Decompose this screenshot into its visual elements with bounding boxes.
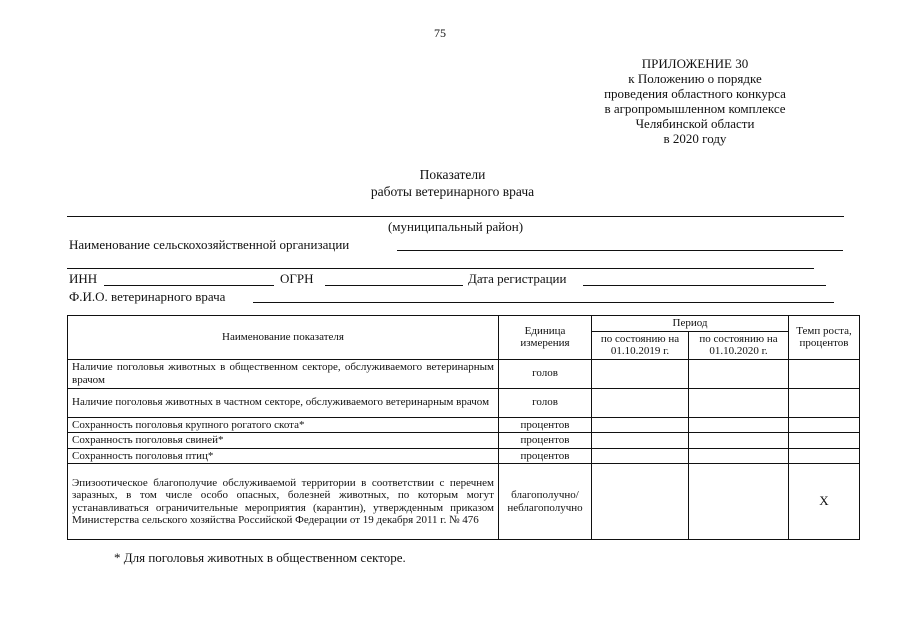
- reg-date-field-line[interactable]: [583, 285, 826, 286]
- footnote: * Для поголовья животных в общественном секторе.: [114, 550, 406, 565]
- row-value-2020[interactable]: [689, 433, 789, 449]
- row-value-2019[interactable]: [592, 417, 689, 433]
- header-date-2019: по состоянию на 01.10.2019 г.: [592, 331, 689, 359]
- title-line-2: работы ветеринарного врача: [370, 184, 535, 199]
- vet-name-field-line[interactable]: [253, 302, 834, 303]
- table-row: [68, 464, 860, 540]
- ogrn-label: ОГРН: [280, 271, 314, 286]
- row-name: Наличие поголовья животных в общественном секторе, обслуживаемого ветеринарным врачом: [68, 359, 499, 388]
- appendix-line: ПРИЛОЖЕНИЕ 30: [641, 56, 749, 71]
- row-unit: процентов: [499, 448, 592, 464]
- title-line-1: Показатели: [419, 167, 486, 182]
- row-growth[interactable]: [789, 448, 860, 464]
- header-growth: Темп роста, процентов: [789, 316, 860, 360]
- header-period: Период: [592, 316, 789, 332]
- row-value-2020[interactable]: [689, 417, 789, 433]
- table-row: [68, 448, 860, 464]
- appendix-line: к Положению о порядке: [628, 71, 762, 86]
- row-value-2019[interactable]: [592, 464, 689, 540]
- row-name: Сохранность поголовья птиц*: [68, 448, 499, 464]
- appendix-line: проведения областного конкурса: [604, 86, 786, 101]
- appendix-line: Челябинской области: [635, 116, 755, 131]
- row-unit: процентов: [499, 433, 592, 449]
- row-growth[interactable]: [789, 417, 860, 433]
- org-label: Наименование сельскохозяйственной организации: [69, 237, 350, 252]
- row-growth[interactable]: [789, 359, 860, 388]
- inn-field-line[interactable]: [104, 285, 274, 286]
- row-value-2019[interactable]: [592, 388, 689, 417]
- row-name: Сохранность поголовья свиней*: [68, 433, 499, 449]
- header-unit: Единица измерения: [499, 316, 592, 360]
- inn-label: ИНН: [69, 271, 98, 286]
- document-title: [0, 166, 905, 200]
- row-value-2020[interactable]: [689, 388, 789, 417]
- vet-name-label: Ф.И.О. ветеринарного врача: [69, 289, 226, 304]
- table-row: [68, 359, 860, 388]
- row-growth[interactable]: [789, 433, 860, 449]
- reg-date-label: Дата регистрации: [468, 271, 567, 286]
- header-date-2020: по состоянию на 01.10.2020 г.: [689, 331, 789, 359]
- row-value-2020[interactable]: [689, 359, 789, 388]
- row-value-2020[interactable]: [689, 448, 789, 464]
- appendix-line: в агропромышленном комплексе: [604, 101, 786, 116]
- indicators-table: [67, 315, 860, 540]
- header-indicator: Наименование показателя: [68, 316, 499, 360]
- row-name: Наличие поголовья животных в частном секторе, обслуживаемого ветеринарным врачом: [68, 388, 499, 417]
- org-field-line[interactable]: [397, 250, 843, 251]
- row-growth[interactable]: X: [789, 464, 860, 540]
- row-value-2019[interactable]: [592, 359, 689, 388]
- page-number: 75: [434, 26, 446, 40]
- row-unit: голов: [499, 388, 592, 417]
- row-unit: процентов: [499, 417, 592, 433]
- row-unit: голов: [499, 359, 592, 388]
- table-row: [68, 388, 860, 417]
- row-unit: благополучно/ неблагополучно: [499, 464, 592, 540]
- table-row: [68, 417, 860, 433]
- row-growth[interactable]: [789, 388, 860, 417]
- org-field-line-2[interactable]: [67, 268, 814, 269]
- district-caption: (муниципальный район): [387, 219, 524, 234]
- appendix-header: [560, 56, 830, 146]
- district-field-line[interactable]: [67, 216, 844, 217]
- row-value-2019[interactable]: [592, 433, 689, 449]
- row-value-2020[interactable]: [689, 464, 789, 540]
- row-value-2019[interactable]: [592, 448, 689, 464]
- ogrn-field-line[interactable]: [325, 285, 463, 286]
- row-name: Сохранность поголовья крупного рогатого скота*: [68, 417, 499, 433]
- appendix-line: в 2020 году: [663, 131, 727, 146]
- table-row: [68, 433, 860, 449]
- row-name: Эпизоотическое благополучие обслуживаемой территории в соответствии с перечнем заразных, в том числе особо опасных, болезней животных, по которым могут устанавливаться ограничительные мероприятия (карантин), утвержденным приказом Министерства сельского хозяйства Российской Федерации от 19 декабря 2011 г. № 476: [68, 464, 499, 540]
